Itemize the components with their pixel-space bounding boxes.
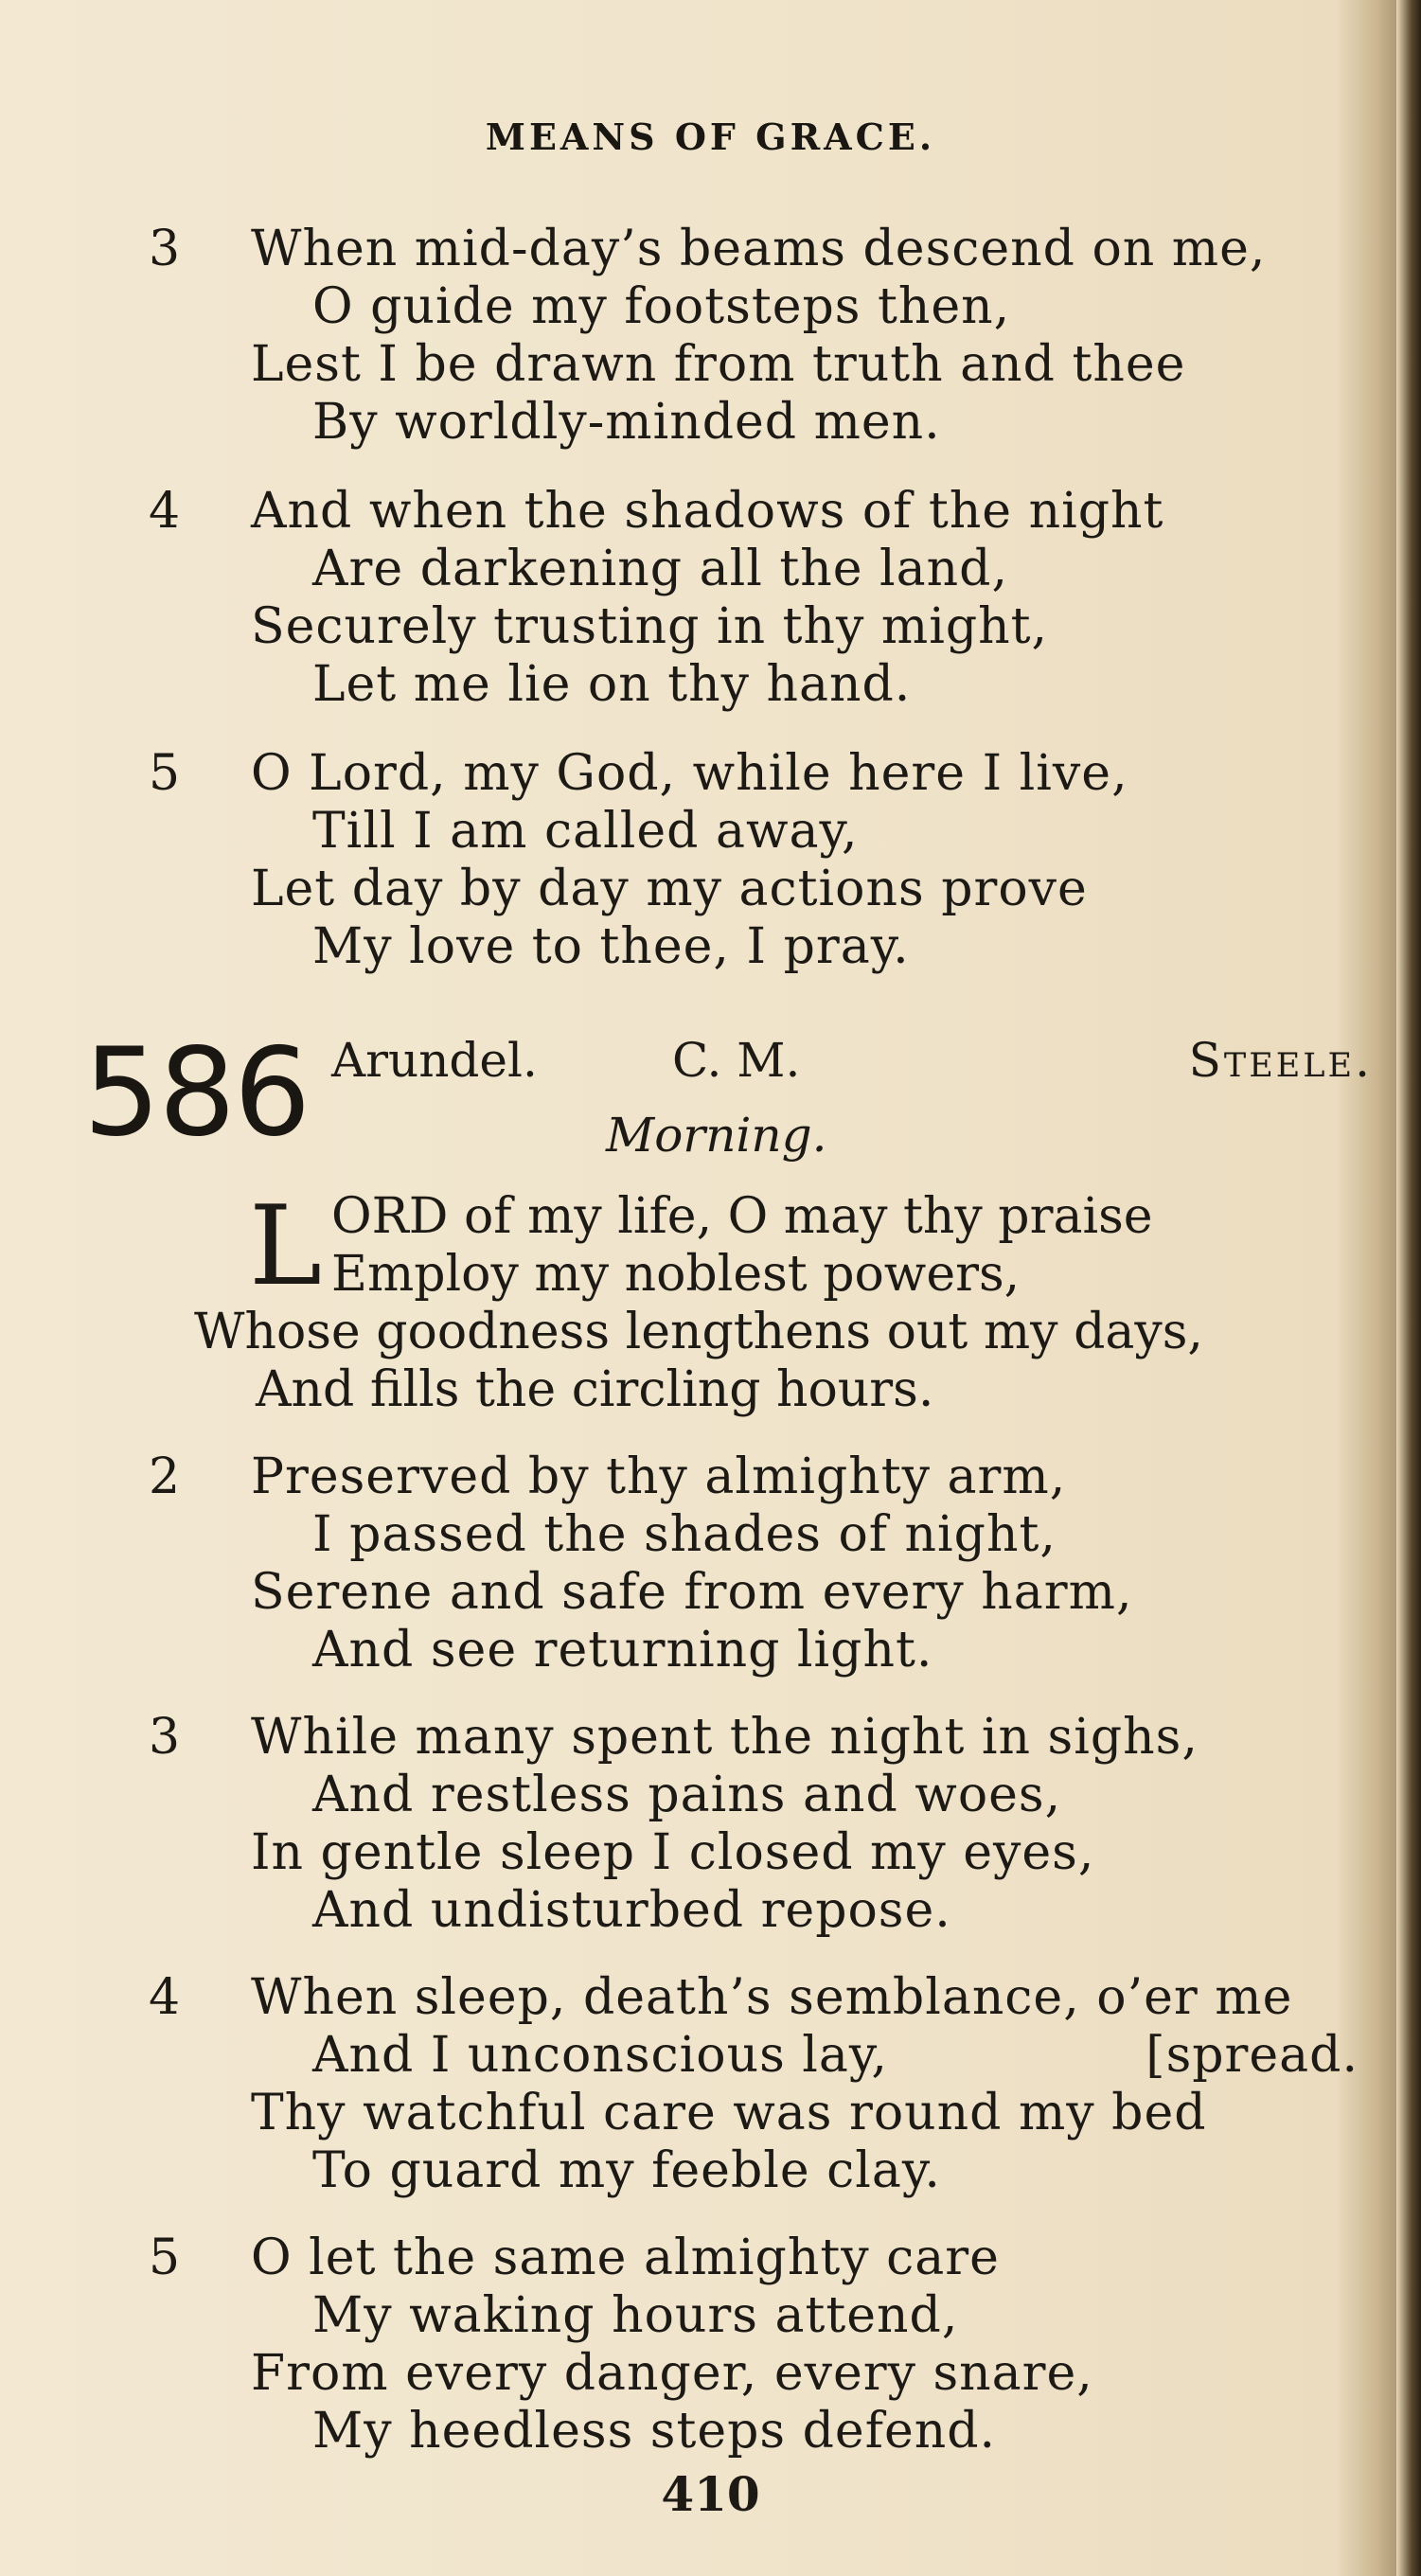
stanza-line: My love to thee, I pray. — [312, 918, 910, 975]
stanza-number: 5 — [149, 745, 182, 802]
stanza-line: Thy watchful care was round my bed — [251, 2085, 1207, 2141]
stanza-line: To guard my feeble clay. — [312, 2142, 941, 2199]
stanza-line: 2 Preserved by thy almighty arm, — [149, 1448, 1067, 1505]
stanza-line: And I unconscious lay, [spread. — [312, 2027, 1359, 2084]
stanza-line: In gentle sleep I closed my eyes, — [251, 1824, 1095, 1881]
drop-cap: L — [249, 1182, 323, 1310]
stanza — [149, 1969, 1359, 2200]
stanza-number: 5 — [149, 2230, 182, 2286]
stanza — [149, 2230, 1093, 2461]
stanza-line: My heedless steps defend. — [312, 2403, 997, 2460]
stanza-line: And see returning light. — [312, 1622, 933, 1679]
stanza-line: Whose goodness lengthens out my days, — [194, 1304, 1203, 1360]
page-number: 410 — [661, 2466, 760, 2522]
stanza — [149, 1709, 1199, 1940]
stanza-line: My waking hours attend, — [312, 2287, 959, 2344]
hymn-number: 586 — [83, 1022, 310, 1164]
stanza-line: Lest I be drawn from truth and thee — [251, 336, 1186, 393]
meter: C. M. — [672, 1033, 801, 1088]
stanza-line: I passed the shades of night, — [312, 1506, 1057, 1563]
stanza-line: Are darkening all the land, — [312, 541, 1008, 597]
page-edge — [1396, 0, 1421, 2576]
first-stanza — [194, 1182, 1203, 1419]
stanza — [149, 221, 1267, 452]
stanza-number: 4 — [149, 483, 182, 540]
hymn-subtitle: Morning. — [606, 1108, 827, 1163]
stanza-line: 4 When sleep, death’s semblance, o’er me — [149, 1969, 1293, 2026]
stanza-line: And undisturbed repose. — [312, 1882, 951, 1939]
stanza-line: 4 And when the shadows of the night — [149, 483, 1164, 540]
stanza — [149, 483, 1164, 714]
stanza-line: O guide my footsteps then, — [312, 278, 1011, 335]
stanza-number: 3 — [149, 1709, 182, 1766]
stanza-line: Serene and safe from every harm, — [251, 1564, 1133, 1621]
stanza-line: Till I am called away, — [312, 803, 859, 860]
stanza-number: 4 — [149, 1969, 182, 2026]
stanza-number: 2 — [149, 1448, 182, 1505]
tune-name: Arundel. — [331, 1033, 538, 1088]
stanza — [149, 1448, 1133, 1679]
overflow-word: [spread. — [1146, 2027, 1359, 2084]
stanza-line: Employ my noblest powers, — [331, 1246, 1021, 1303]
stanza-line: 5 O let the same almighty care — [149, 2230, 1000, 2286]
author: Steele. — [1188, 1033, 1373, 1088]
stanza-line: Let day by day my actions prove — [251, 861, 1088, 917]
stanza-line: Let me lie on thy hand. — [312, 656, 912, 713]
running-header: MEANS OF GRACE. — [485, 115, 936, 158]
stanza-line: By worldly-minded men. — [312, 394, 941, 451]
stanza-line: Securely trusting in thy might, — [251, 598, 1049, 655]
stanza-line: From every danger, every snare, — [251, 2345, 1093, 2402]
stanza-line: 5 O Lord, my God, while here I live, — [149, 745, 1128, 802]
stanza-line: And restless pains and woes, — [312, 1767, 1062, 1823]
stanza-line: 3 When mid-day’s beams descend on me, — [149, 221, 1267, 277]
stanza — [149, 745, 1128, 976]
stanza-number: 3 — [149, 221, 182, 277]
stanza-line: 3 While many spent the night in sighs, — [149, 1709, 1199, 1766]
stanza-line: ORD of my life, O may thy praise — [331, 1188, 1153, 1245]
stanza-line: And fills the circling hours. — [256, 1361, 934, 1418]
